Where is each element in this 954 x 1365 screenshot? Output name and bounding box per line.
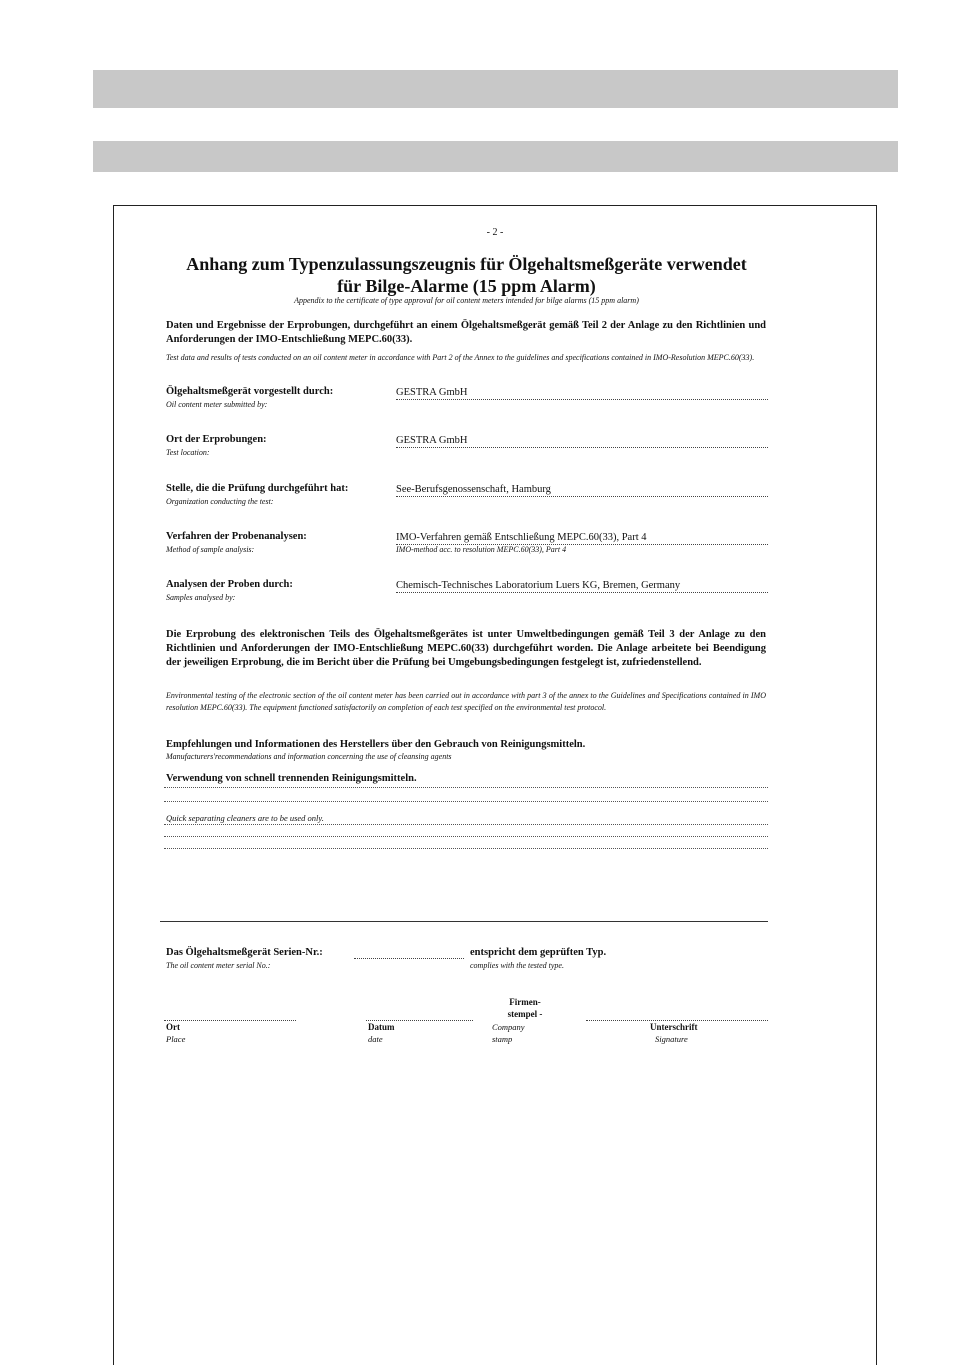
certificate-page — [113, 205, 877, 1365]
dotted-line — [164, 836, 768, 837]
dotted-line — [164, 787, 768, 788]
field-submitted-value: GESTRA GmbH — [396, 386, 768, 400]
field-samples-value: Chemisch-Technisches Laboratorium Luers KG, Bremen, Germany — [396, 579, 768, 593]
field-organization-label-en: Organization conducting the test: — [166, 497, 274, 506]
intro-de: Daten und Ergebnisse der Erprobungen, durchgeführt an einem Ölgehaltsmeßgerät gemäß Teil 2 der Anlage zu den Richtlinien und Anforderungen der IMO-Entschließung MEPC.60(33). — [166, 320, 766, 345]
subtitle-en: Appendix to the certificate of type approval for oil content meters intended for bilge alarms (15 ppm alarm) — [294, 296, 639, 305]
signature-label-en: Signature — [655, 1034, 688, 1044]
place-line — [164, 1020, 296, 1021]
header-bar-top — [93, 70, 898, 108]
serial-complies-de: entspricht dem geprüften Typ. — [470, 947, 607, 958]
field-location-value: GESTRA GmbH — [396, 434, 768, 448]
field-samples-label-en: Samples analysed by: — [166, 593, 236, 602]
intro-en: Test data and results of tests conducted on an oil content meter in accordance with Part 2 of the Annex to the guidelines and specifications contained in IMO-Resolution MEPC.60(33). — [166, 353, 755, 362]
stamp-label-de-2: stempel - — [507, 1009, 543, 1019]
title-line-1: Anhang zum Typenzulassungszeugnis für Ölgehaltsmeßgeräte verwendet — [186, 254, 747, 274]
environment-en: Environmental testing of the electronic section of the oil content meter has been carried out in accordance with part 3 of the annex to the Guidelines and Specifications contained in IMO resolution MEPC.60(33). The equipment functioned satisfactorily on completion of each test specified on the environmental test protocol. — [166, 691, 766, 712]
separator-line — [160, 921, 768, 922]
dotted-line — [164, 824, 768, 825]
environment-de: Die Erprobung des elektronischen Teils des Ölgehaltsmeßgerätes ist unter Umweltbedingungen gemäß Teil 3 der Anlage zu den Richtlinien und Anforderungen der IMO-Entschließung MEPC.60(33) durchgeführt worden. Die Anlage arbeitete bei Beendigung der jeweiligen Erprobung, die im Bericht über die Prüfung bei Umgebungsbedingungen festgelegt ist, zufriedenstellend. — [166, 629, 766, 668]
title-line-2: für Bilge-Alarme (15 ppm Alarm) — [337, 276, 596, 296]
date-line — [366, 1020, 473, 1021]
place-label-de: Ort — [166, 1022, 180, 1032]
serial-number-line — [354, 958, 464, 959]
page-number: - 2 - — [486, 227, 504, 238]
field-submitted-label: Ölgehaltsmeßgerät vorgestellt durch: — [166, 386, 334, 397]
stamp-label-en-2: stamp — [492, 1034, 513, 1044]
dotted-line — [164, 848, 768, 849]
field-method-label-en: Method of sample analysis: — [166, 545, 255, 554]
date-label-de: Datum — [368, 1022, 395, 1032]
field-location-label-en: Test location: — [166, 448, 210, 457]
serial-label-de: Das Ölgehaltsmeßgerät Serien-Nr.: — [166, 947, 323, 958]
recommend-de: Empfehlungen und Informationen des Herstellers über den Gebrauch von Reinigungsmitteln. — [166, 739, 586, 750]
signature-line — [586, 1020, 768, 1021]
serial-label-en: The oil content meter serial No.: — [166, 961, 271, 970]
stamp-label-de-1: Firmen- — [509, 997, 541, 1007]
field-organization-label: Stelle, die die Prüfung durchgeführt hat: — [166, 483, 349, 494]
field-method-value-en: IMO-method acc. to resolution MEPC.60(33), Part 4 — [396, 545, 567, 554]
field-samples-label: Analysen der Proben durch: — [166, 579, 293, 590]
date-label-en: date — [368, 1034, 383, 1044]
field-location-label: Ort der Erprobungen: — [166, 434, 267, 445]
field-organization-value: See-Berufsgenossenschaft, Hamburg — [396, 483, 768, 497]
recommend-en: Manufacturers'recommendations and information concerning the use of cleansing agents — [166, 752, 452, 761]
signature-label-de: Unterschrift — [650, 1022, 698, 1032]
stamp-label-en-1: Company — [492, 1022, 525, 1032]
cleaner-en: Quick separating cleaners are to be used only. — [166, 813, 324, 823]
header-bar-bottom — [93, 141, 898, 172]
dotted-line — [164, 801, 768, 802]
field-method-label: Verfahren der Probenanalysen: — [166, 531, 307, 542]
place-label-en: Place — [166, 1034, 186, 1044]
field-submitted-label-en: Oil content meter submitted by: — [166, 400, 268, 409]
field-method-value: IMO-Verfahren gemäß Entschließung MEPC.60(33), Part 4 — [396, 531, 768, 545]
cleaner-de: Verwendung von schnell trennenden Reinigungsmitteln. — [166, 773, 417, 784]
serial-complies-en: complies with the tested type. — [470, 961, 564, 970]
